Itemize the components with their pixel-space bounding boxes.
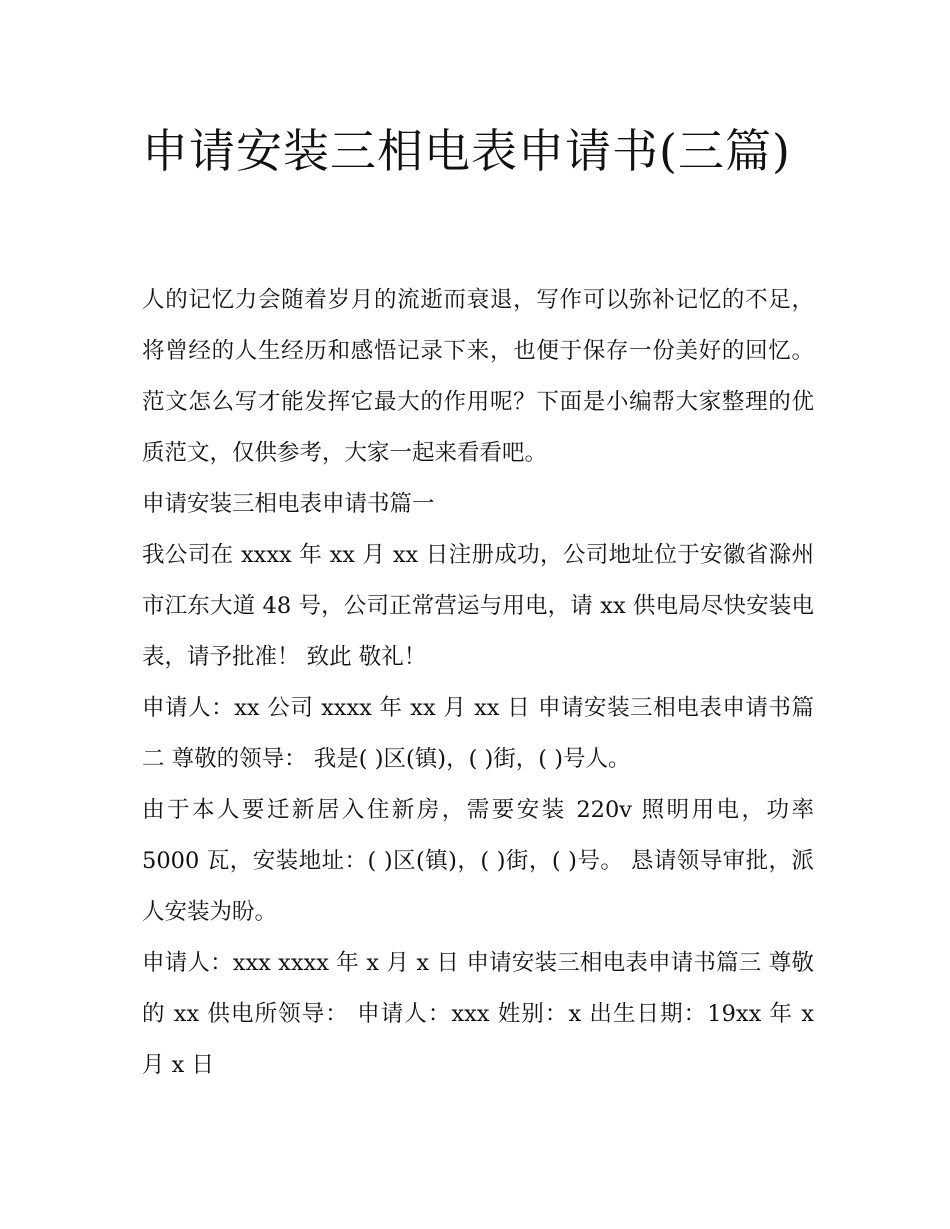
applicant-paragraph: 申请人：xx 公司 xxxx 年 xx 月 xx 日 申请安装三相电表申请书篇二 尊敬的领导： 我是( )区(镇)，( )街，( )号人。 xyxy=(142,695,814,772)
document-body xyxy=(142,275,814,1091)
intro-paragraph: 人的记忆力会随着岁月的流逝而衰退，写作可以弥补记忆的不足，将曾经的人生经历和感悟记录下来，也便于保存一份美好的回忆。范文怎么写才能发挥它最大的作用呢？下面是小编帮大家整理的优质范文，仅供参考，大家一起来看看吧。 xyxy=(142,287,814,466)
section-three-paragraph: 申请人：xxx xxxx 年 x 月 x 日 申请安装三相电表申请书篇三 尊敬的 xx 供电所领导： 申请人：xxx 姓别：x 出生日期：19xx 年 x 月 x 日 xyxy=(142,950,814,1078)
document-title: 申请安装三相电表申请书(三篇) xyxy=(142,124,791,178)
section-one-paragraph: 我公司在 xxxx 年 xx 月 xx 日注册成功，公司地址位于安徽省滁州市江东大道 48 号，公司正常营运与用电，请 xx 供电局尽快安装电表，请予批准！ 致此 敬礼！ xyxy=(142,542,814,670)
section-heading-one: 申请安装三相电表申请书篇一 xyxy=(142,491,435,517)
request-paragraph: 由于本人要迁新居入住新房，需要安装 220v 照明用电，功率 5000 瓦，安装地址：( )区(镇)，( )街，( )号。 恳请领导审批，派人安装为盼。 xyxy=(142,797,814,925)
